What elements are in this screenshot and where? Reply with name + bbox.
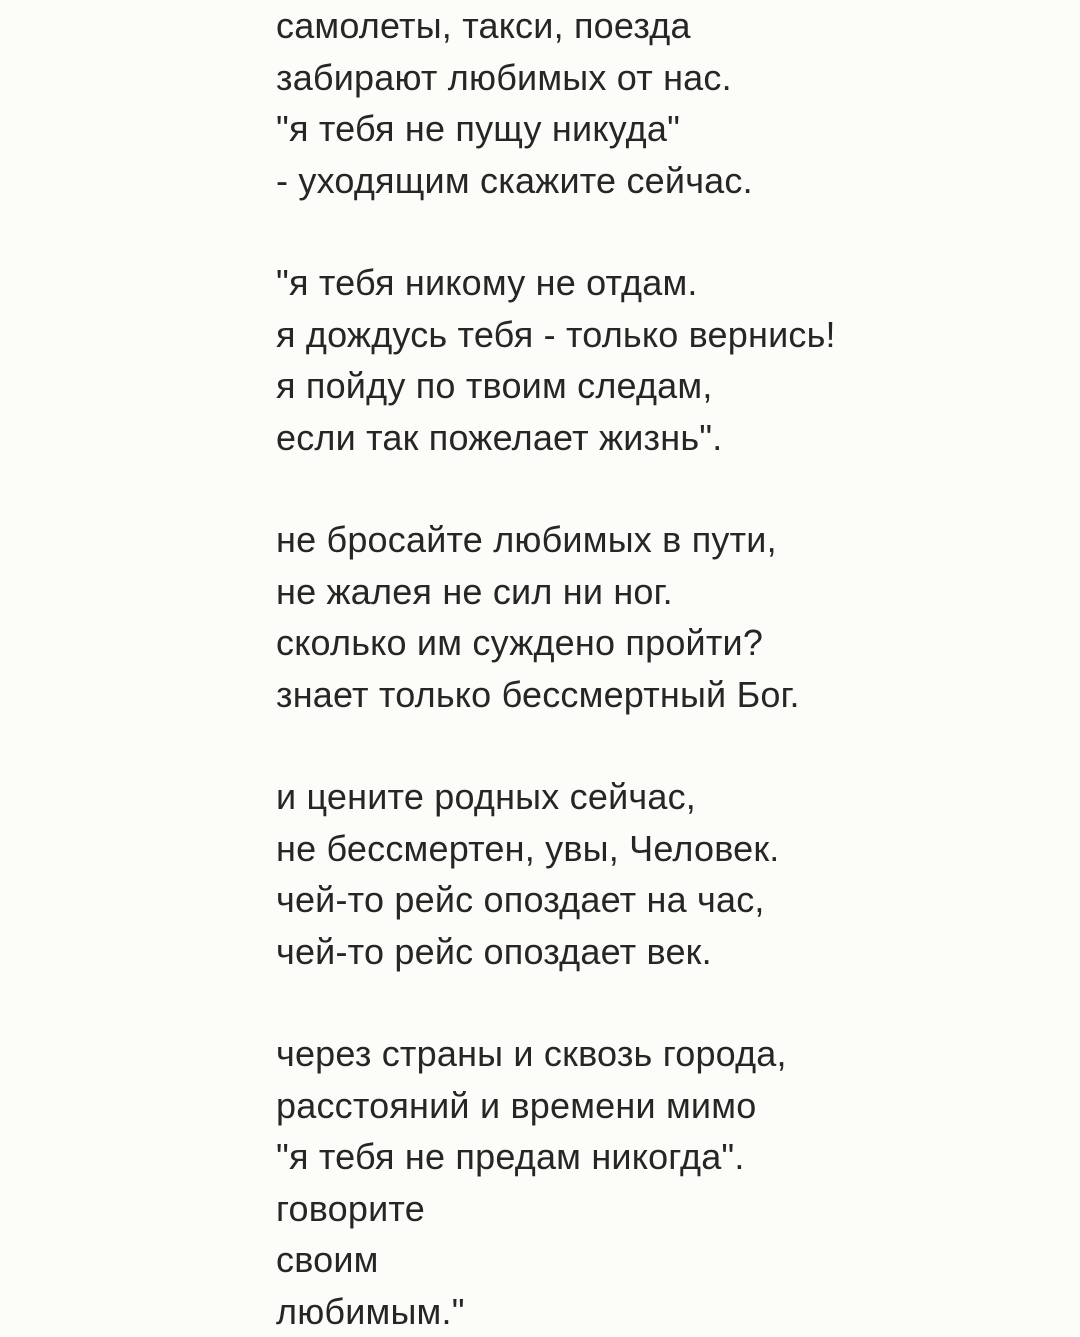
poem-line: и цените родных сейчас, (276, 771, 1056, 823)
poem-line: чей-то рейс опоздает век. (276, 926, 1056, 978)
poem-line: сколько им суждено пройти? (276, 617, 1056, 669)
poem-line: "я тебя не предам никогда". (276, 1131, 1056, 1183)
poem-line: знает только бессмертный Бог. (276, 669, 1056, 721)
poem-line: не жалея не сил ни ног. (276, 566, 1056, 618)
stanza-5 (276, 1028, 1056, 1337)
poem-line: через страны и сквозь города, (276, 1028, 1056, 1080)
poem-line: "я тебя никому не отдам. (276, 257, 1056, 309)
stanza-2 (276, 257, 1056, 463)
poem-line: своим (276, 1234, 1056, 1286)
stanza-1 (276, 0, 1056, 206)
stanza-4 (276, 771, 1056, 977)
poem-line: я дождусь тебя - только вернись! (276, 309, 1056, 361)
poem-line: я пойду по твоим следам, (276, 360, 1056, 412)
poem-line: чей-то рейс опоздает на час, (276, 874, 1056, 926)
poem-line: расстояний и времени мимо (276, 1080, 1056, 1132)
poem (276, 0, 1056, 1337)
poem-line: любимым." (276, 1286, 1056, 1337)
poem-line: забирают любимых от нас. (276, 52, 1056, 104)
poem-line: говорите (276, 1183, 1056, 1235)
stanza-3 (276, 514, 1056, 720)
poem-line: не бессмертен, увы, Человек. (276, 823, 1056, 875)
poem-line: "я тебя не пущу никуда" (276, 103, 1056, 155)
poem-line: самолеты, такси, поезда (276, 0, 1056, 52)
poem-line: если так пожелает жизнь". (276, 412, 1056, 464)
poem-line: - уходящим скажите сейчас. (276, 155, 1056, 207)
poem-line: не бросайте любимых в пути, (276, 514, 1056, 566)
